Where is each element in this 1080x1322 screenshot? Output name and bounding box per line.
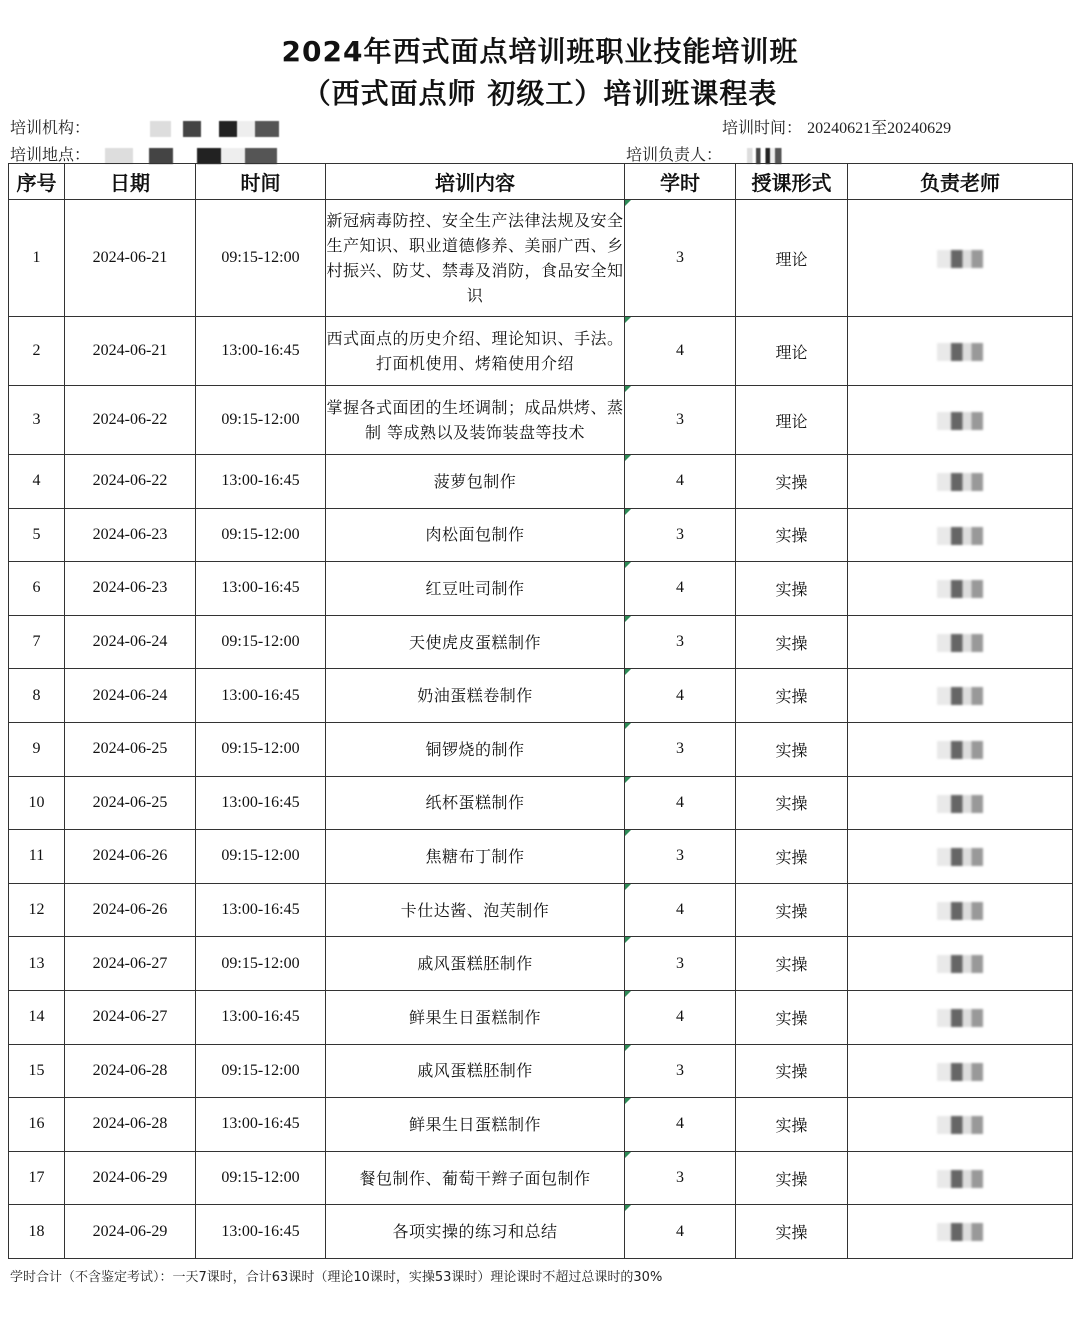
cell-teacher — [848, 937, 1073, 991]
cell-mode: 实操 — [736, 1205, 848, 1259]
table-row — [9, 386, 1073, 455]
table-row — [9, 830, 1073, 884]
cell-time: 09:15-12:00 — [196, 1044, 326, 1098]
cell-mode: 实操 — [736, 722, 848, 776]
teacher-redacted — [937, 412, 983, 430]
cell-time: 13:00-16:45 — [196, 562, 326, 616]
cell-content: 戚风蛋糕胚制作 — [326, 1044, 625, 1098]
cell-seq: 16 — [9, 1098, 65, 1152]
cell-mode: 实操 — [736, 1098, 848, 1152]
header-time: 时间 — [196, 164, 326, 200]
person-redacted — [747, 148, 787, 164]
table-row — [9, 562, 1073, 616]
cell-content: 焦糖布丁制作 — [326, 830, 625, 884]
cell-content: 纸杯蛋糕制作 — [326, 776, 625, 830]
cell-teacher — [848, 1151, 1073, 1205]
cell-mode: 实操 — [736, 615, 848, 669]
cell-mode: 理论 — [736, 200, 848, 317]
cell-hours: 3 — [625, 615, 736, 669]
cell-teacher — [848, 1044, 1073, 1098]
cell-time: 13:00-16:45 — [196, 990, 326, 1044]
cell-content: 卡仕达酱、泡芙制作 — [326, 883, 625, 937]
org-row — [10, 115, 300, 138]
place-redacted — [105, 148, 305, 164]
cell-content: 西式面点的历史介绍、理论知识、手法。打面机使用、烤箱使用介绍 — [326, 317, 625, 386]
cell-seq: 7 — [9, 615, 65, 669]
cell-date: 2024-06-29 — [65, 1151, 196, 1205]
teacher-redacted — [937, 741, 983, 759]
header-mode: 授课形式 — [736, 164, 848, 200]
cell-date: 2024-06-22 — [65, 455, 196, 509]
table-row — [9, 669, 1073, 723]
cell-seq: 5 — [9, 508, 65, 562]
cell-content: 餐包制作、葡萄干辫子面包制作 — [326, 1151, 625, 1205]
teacher-redacted — [937, 795, 983, 813]
header-teacher: 负责老师 — [848, 164, 1073, 200]
cell-mode: 实操 — [736, 1044, 848, 1098]
cell-date: 2024-06-28 — [65, 1044, 196, 1098]
cell-content: 奶油蛋糕卷制作 — [326, 669, 625, 723]
cell-hours: 4 — [625, 883, 736, 937]
cell-mode: 实操 — [736, 830, 848, 884]
cell-hours: 4 — [625, 455, 736, 509]
cell-mode: 实操 — [736, 990, 848, 1044]
cell-teacher — [848, 776, 1073, 830]
cell-date: 2024-06-28 — [65, 1098, 196, 1152]
cell-mode: 实操 — [736, 883, 848, 937]
teacher-redacted — [937, 1116, 983, 1134]
cell-seq: 6 — [9, 562, 65, 616]
cell-date: 2024-06-21 — [65, 200, 196, 317]
cell-hours: 3 — [625, 830, 736, 884]
cell-mode: 实操 — [736, 1151, 848, 1205]
cell-mode: 实操 — [736, 508, 848, 562]
table-row — [9, 508, 1073, 562]
table-row — [9, 455, 1073, 509]
cell-date: 2024-06-24 — [65, 615, 196, 669]
table-header-row — [9, 164, 1073, 200]
cell-hours: 4 — [625, 776, 736, 830]
teacher-redacted — [937, 687, 983, 705]
cell-date: 2024-06-21 — [65, 317, 196, 386]
header-hours: 学时 — [625, 164, 736, 200]
header-seq: 序号 — [9, 164, 65, 200]
cell-mode: 理论 — [736, 386, 848, 455]
teacher-redacted — [937, 634, 983, 652]
document-title-line2: （西式面点师 初级工）培训班课程表 — [302, 77, 778, 110]
cell-seq: 4 — [9, 455, 65, 509]
cell-content: 掌握各式面团的生坯调制；成品烘烤、蒸制 等成熟以及装饰装盘等技术 — [326, 386, 625, 455]
cell-seq: 8 — [9, 669, 65, 723]
cell-teacher — [848, 830, 1073, 884]
header-content: 培训内容 — [326, 164, 625, 200]
cell-teacher — [848, 615, 1073, 669]
cell-hours: 3 — [625, 937, 736, 991]
cell-seq: 2 — [9, 317, 65, 386]
table-row — [9, 990, 1073, 1044]
cell-content: 菠萝包制作 — [326, 455, 625, 509]
cell-date: 2024-06-24 — [65, 669, 196, 723]
table-row — [9, 883, 1073, 937]
cell-content: 鲜果生日蛋糕制作 — [326, 1098, 625, 1152]
cell-time: 13:00-16:45 — [196, 776, 326, 830]
cell-seq: 12 — [9, 883, 65, 937]
cell-time: 09:15-12:00 — [196, 1151, 326, 1205]
teacher-redacted — [937, 1009, 983, 1027]
cell-time: 09:15-12:00 — [196, 722, 326, 776]
cell-seq: 11 — [9, 830, 65, 884]
cell-time: 09:15-12:00 — [196, 937, 326, 991]
cell-hours: 4 — [625, 669, 736, 723]
cell-teacher — [848, 883, 1073, 937]
cell-mode: 实操 — [736, 669, 848, 723]
cell-time: 09:15-12:00 — [196, 200, 326, 317]
cell-mode: 实操 — [736, 455, 848, 509]
table-row — [9, 1205, 1073, 1259]
person-label: 培训负责人： — [626, 145, 723, 164]
cell-hours: 3 — [625, 1151, 736, 1205]
cell-seq: 14 — [9, 990, 65, 1044]
teacher-redacted — [937, 1063, 983, 1081]
cell-seq: 17 — [9, 1151, 65, 1205]
time-row — [722, 115, 951, 138]
cell-time: 13:00-16:45 — [196, 883, 326, 937]
table-row — [9, 615, 1073, 669]
table-row — [9, 317, 1073, 386]
cell-teacher — [848, 386, 1073, 455]
document-title-line1: 2024年西式面点培训班职业技能培训班 — [281, 35, 799, 68]
cell-teacher — [848, 722, 1073, 776]
cell-date: 2024-06-26 — [65, 830, 196, 884]
cell-mode: 理论 — [736, 317, 848, 386]
org-redacted — [150, 121, 300, 137]
cell-date: 2024-06-22 — [65, 386, 196, 455]
table-row — [9, 1044, 1073, 1098]
org-label: 培训机构： — [10, 118, 91, 137]
cell-teacher — [848, 990, 1073, 1044]
cell-seq: 1 — [9, 200, 65, 317]
cell-seq: 9 — [9, 722, 65, 776]
cell-time: 13:00-16:45 — [196, 455, 326, 509]
cell-teacher — [848, 455, 1073, 509]
teacher-redacted — [937, 343, 983, 361]
cell-time: 13:00-16:45 — [196, 1205, 326, 1259]
cell-mode: 实操 — [736, 776, 848, 830]
cell-mode: 实操 — [736, 562, 848, 616]
cell-time: 09:15-12:00 — [196, 615, 326, 669]
cell-content: 铜锣烧的制作 — [326, 722, 625, 776]
table-row — [9, 1098, 1073, 1152]
cell-date: 2024-06-23 — [65, 508, 196, 562]
cell-content: 肉松面包制作 — [326, 508, 625, 562]
table-row — [9, 937, 1073, 991]
place-label: 培训地点： — [10, 145, 91, 164]
cell-teacher — [848, 317, 1073, 386]
cell-hours: 3 — [625, 386, 736, 455]
footer-note: 学时合计（不含鉴定考试）：一天7课时，合计63课时（理论10课时，实操53课时）理论课时不超过总课时的30% — [10, 1270, 663, 1285]
table-row — [9, 722, 1073, 776]
cell-hours: 4 — [625, 562, 736, 616]
person-row — [626, 142, 787, 165]
time-label: 培训时间： — [722, 118, 803, 137]
cell-date: 2024-06-26 — [65, 883, 196, 937]
cell-date: 2024-06-25 — [65, 722, 196, 776]
cell-content: 红豆吐司制作 — [326, 562, 625, 616]
cell-hours: 3 — [625, 508, 736, 562]
cell-date: 2024-06-25 — [65, 776, 196, 830]
cell-hours: 4 — [625, 990, 736, 1044]
cell-time: 13:00-16:45 — [196, 317, 326, 386]
cell-date: 2024-06-27 — [65, 937, 196, 991]
teacher-redacted — [937, 955, 983, 973]
cell-time: 09:15-12:00 — [196, 386, 326, 455]
teacher-redacted — [937, 250, 983, 268]
cell-content: 各项实操的练习和总结 — [326, 1205, 625, 1259]
time-value: 20240621至20240629 — [807, 120, 952, 137]
cell-teacher — [848, 508, 1073, 562]
cell-content: 新冠病毒防控、安全生产法律法规及安全生产知识、职业道德修养、美丽广西、乡村振兴、防艾、禁毒及消防，食品安全知识 — [326, 200, 625, 317]
cell-hours: 4 — [625, 317, 736, 386]
cell-date: 2024-06-29 — [65, 1205, 196, 1259]
cell-hours: 3 — [625, 722, 736, 776]
cell-seq: 18 — [9, 1205, 65, 1259]
cell-hours: 3 — [625, 200, 736, 317]
cell-date: 2024-06-27 — [65, 990, 196, 1044]
cell-seq: 3 — [9, 386, 65, 455]
cell-time: 13:00-16:45 — [196, 1098, 326, 1152]
cell-teacher — [848, 200, 1073, 317]
cell-content: 鲜果生日蛋糕制作 — [326, 990, 625, 1044]
cell-teacher — [848, 562, 1073, 616]
cell-content: 天使虎皮蛋糕制作 — [326, 615, 625, 669]
table-row — [9, 776, 1073, 830]
cell-time: 09:15-12:00 — [196, 830, 326, 884]
teacher-redacted — [937, 473, 983, 491]
cell-teacher — [848, 669, 1073, 723]
header-date: 日期 — [65, 164, 196, 200]
teacher-redacted — [937, 1223, 983, 1241]
cell-seq: 10 — [9, 776, 65, 830]
cell-time: 13:00-16:45 — [196, 669, 326, 723]
cell-mode: 实操 — [736, 937, 848, 991]
cell-teacher — [848, 1098, 1073, 1152]
teacher-redacted — [937, 527, 983, 545]
cell-seq: 13 — [9, 937, 65, 991]
cell-date: 2024-06-23 — [65, 562, 196, 616]
table-row — [9, 200, 1073, 317]
teacher-redacted — [937, 902, 983, 920]
teacher-redacted — [937, 848, 983, 866]
teacher-redacted — [937, 580, 983, 598]
cell-teacher — [848, 1205, 1073, 1259]
place-row — [10, 142, 305, 165]
cell-time: 09:15-12:00 — [196, 508, 326, 562]
cell-hours: 4 — [625, 1205, 736, 1259]
cell-seq: 15 — [9, 1044, 65, 1098]
cell-hours: 3 — [625, 1044, 736, 1098]
teacher-redacted — [937, 1170, 983, 1188]
table-row — [9, 1151, 1073, 1205]
schedule-table — [8, 163, 1073, 1259]
cell-content: 戚风蛋糕胚制作 — [326, 937, 625, 991]
cell-hours: 4 — [625, 1098, 736, 1152]
